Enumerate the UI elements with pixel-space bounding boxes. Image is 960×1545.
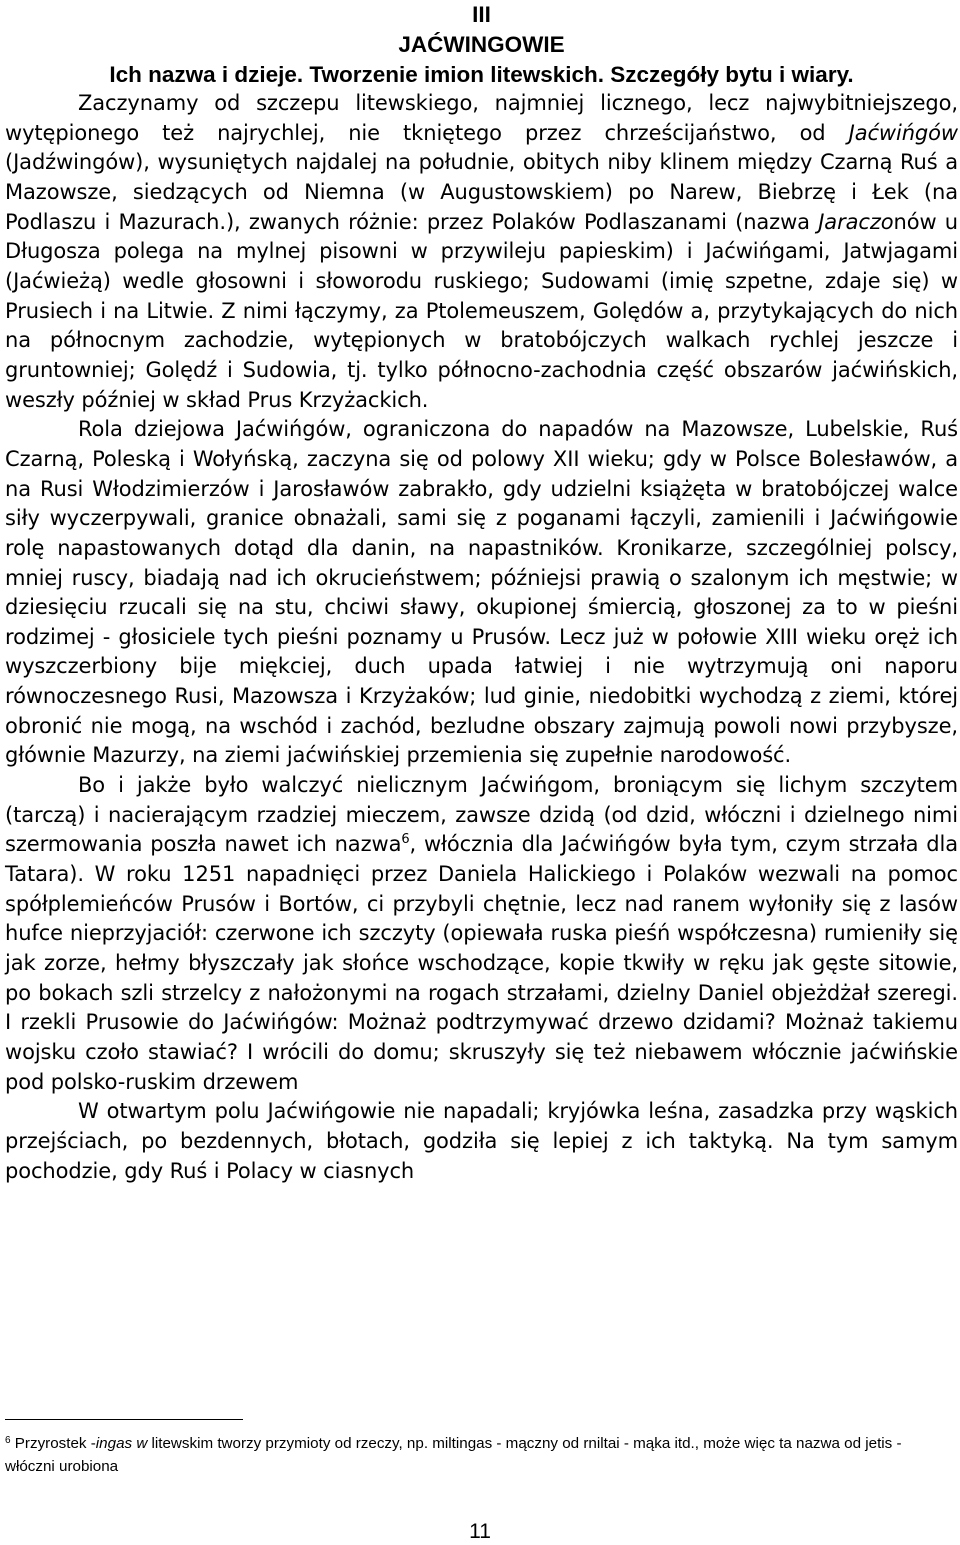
footnote-separator: [5, 1419, 243, 1420]
footnote-reference[interactable]: 6: [401, 832, 410, 848]
chapter-number: III: [472, 2, 491, 27]
paragraph-2: Rola dziejowa Jaćwińgów, ograniczona do napadów na Mazowsze, Lubelskie, Ruś Czarną, Poleską i Wołyńską, zaczyna się od polowy XII wieku; gdy w Polsce Bolesławów, a na Rusi Włodzimierzów i Jarosławów zabrakło, gdy udzielni książęta w bratobójczej walce siły wyczerpywali, granice obnażali, sami się z poganami łączyli, zamienili i Jaćwińgowie rolę napastowanych dotąd dla danin, na napastników. Kronikarze, szczególniej polscy, mniej ruscy, biadają nad ich okrucieństwem; późniejsi prawią o szalonym ich męstwie; w dziesięciu rzucali się na stu, chciwi sławy, okupionej śmiercią, głoszonej za to w pieśni rodzimej - głosiciele tych pieśni poznamy u Prusów. Lecz już w połowie XIII wieku oręż ich wyszczerbiony bije miękciej, duch upada łatwiej i nie wytrzymują oni naporu równoczesnego Rusi, Mazowsza i Krzyżaków; lud ginie, niedobitki wychodzą z ziemi, której obronić nie mogą, na wschód i zachód, bezludne obszary zajmują powoli nowi przybysze, głównie Mazurzy, na ziemi jaćwińskiej przemienia się zupełnie narodowość.: [5, 417, 958, 768]
italic-term-jacwingow: Jaćwińgów: [848, 120, 958, 145]
footnote: $^6$ Przyrostek -ingas w litewskim tworzy przymioty od rzeczy, np. miltingas - mączny od rniltai - mąka itd., może więc ta nazwa od jetis - włóczni urobiona: [5, 1435, 902, 1475]
page-number: 11: [469, 1520, 491, 1543]
paragraph-4: W otwartym polu Jaćwińgowie nie napadali; kryjówka leśna, zasadzka przy wąskich przejściach, po bezdennych, błotach, godziła się lepiej z ich taktyką. Na tym samym pochodzie, gdy Ruś i Polacy w ciasnych: [5, 1099, 958, 1183]
paragraph-1: Zaczynamy od szczepu litewskiego, najmniej licznego, lecz najwybitniejszego, wytępionego też najrychlej, nie tkniętego przez chrześcijaństwo, od Jaćwińgów (Jadźwingów), wysuniętych najdalej na południe, obitych niby klinem między Czarną Ruś a Mazowsze, siedzących od Niemna (w Augustowskiem) po Narew, Biebrzę i Łek (na Podlaszu i Mazurach.), zwanych różnie: przez Polaków Podlaszanami (nazwa Jaraczonów u Długosza polega na mylnej pisowni w przywileju papieskim) i Jaćwińgami, Jatwjagami (Jaćwieżą) wedle głosowni i słoworodu ruskiego; Sudowami (imię szpetne, zdaje się) w Prusiech i na Litwie. Z nimi łączymy, za Ptolemeuszem, Golędów a, przytykających do nich na północnym zachodzie, wytępionych w bratobójczych walkach rychlej jeszcze i gruntowniej; Golędź i Sudowia, tj. tylko północno-zachodnia część obszarów jaćwińskich, weszły później w skład Prus Krzyżackich.: [5, 91, 958, 412]
chapter-heading: [5, 0, 958, 90]
document-page: [5, 0, 958, 1186]
body-text: [5, 89, 958, 1186]
chapter-title: JAĆWINGOWIE: [398, 32, 565, 57]
italic-term-jaraczo: Jaraczo: [818, 209, 894, 234]
paragraph-3: Bo i jakże było walczyć nielicznym Jaćwińgom, broniącym się lichym szczytem (tarczą) i nacierającym rzadziej mieczem, zawsze dzidą (od dzid, włóczni i dzielnego nimi szermowania poszła nawet ich nazwa$^6$, włócznia dla Jaćwińgów była tym, czym strzała dla Tatara). W roku 1251 napadnięci przez Daniela Halickiego i Polaków wezwali na pomoc spółplemieńców Prusów i Bortów, ci przybyli chętnie, lecz nad ranem wyłoniły się z lasów hufce nieprzyjaciół: czerwone ich szczyty (opiewała ruska pieśń współczesna) rumieniły się jak zorze, hełmy błyszczały jak słońce wschodzące, kopie tkwiły w ręku jak gęste sitowie, po bokach szli strzelcy z nałożonymi na rogach strzałami, dzielny Daniel objeżdżał szeregi. I rzekli Prusowie do Jaćwińgów: Możnaż podtrzymywać drzewo dzidami? Możnaż takiemu wojsku czoło stawiać? I wrócili do domu; skruszyły się też niebawem włócznie jaćwińskie pod polsko-ruskim drzewem: [5, 773, 958, 1094]
chapter-subtitle: Ich nazwa i dzieje. Tworzenie imion litewskich. Szczegóły bytu i wiary.: [109, 62, 854, 87]
footnote-number: 6: [5, 1435, 11, 1446]
